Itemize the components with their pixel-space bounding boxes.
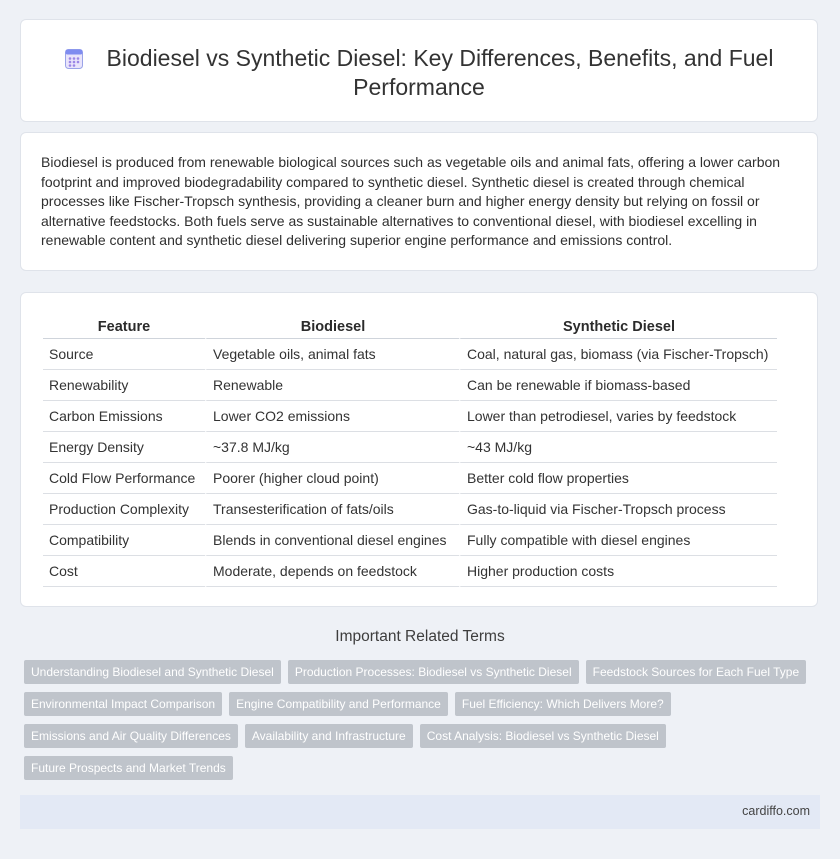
table-row [43,401,777,432]
comparison-table [43,316,777,587]
table-cell: Cold Flow Performance [43,463,205,494]
table-cell: Renewable [205,370,459,401]
table-cell: Poorer (higher cloud point) [205,463,459,494]
table-cell: Energy Density [43,432,205,463]
intro-paragraph: Biodiesel is produced from renewable biological sources such as vegetable oils and animal fats, offering a lower carbon footprint and improved biodegradability compared to synthetic diesel. Synthetic diesel is created through chemical processes like Fischer-Tropsch synthesis, providing a cleaner burn and higher energy density but relying on fossil or alternative feedstocks. Both fuels serve as sustainable alternatives to conventional diesel, with biodiesel excelling in renewable content and synthetic diesel delivering superior engine performance and emissions control. [41,154,781,249]
table-cell: Lower CO2 emissions [205,401,459,432]
related-term-tag[interactable]: Future Prospects and Market Trends [24,756,233,780]
table-cell: Source [43,339,205,370]
related-term-tag[interactable]: Cost Analysis: Biodiesel vs Synthetic Diesel [420,724,666,748]
table-cell: Better cold flow properties [459,463,777,494]
table-header-row [43,316,777,339]
header-synthetic-diesel: Synthetic Diesel [459,316,777,339]
related-term-tag[interactable]: Environmental Impact Comparison [24,692,222,716]
table-row [43,432,777,463]
related-term-tag[interactable]: Fuel Efficiency: Which Delivers More? [455,692,671,716]
tag-row [24,692,814,724]
table-cell: Transesterification of fats/oils [205,494,459,525]
table-row [43,339,777,370]
table-cell: ~43 MJ/kg [459,432,777,463]
table-cell: Renewability [43,370,205,401]
table-cell: Compatibility [43,525,205,556]
related-term-tag[interactable]: Understanding Biodiesel and Synthetic Diesel [24,660,281,684]
table-cell: Coal, natural gas, biomass (via Fischer-Tropsch) [459,339,777,370]
tag-row [24,756,814,788]
related-term-tag[interactable]: Production Processes: Biodiesel vs Synthetic Diesel [288,660,579,684]
related-term-tag[interactable]: Emissions and Air Quality Differences [24,724,238,748]
table-row [43,370,777,401]
related-terms-heading: Important Related Terms [335,628,505,645]
footer-site-link[interactable]: cardiffo.com [742,804,810,818]
page-title-row [21,44,817,102]
comparison-table-card [20,292,818,607]
header-biodiesel: Biodiesel [205,316,459,339]
footer-bar [20,795,820,829]
document-grid-icon [65,49,83,69]
related-term-tag[interactable]: Feedstock Sources for Each Fuel Type [586,660,807,684]
table-row [43,556,777,587]
table-row [43,494,777,525]
table-cell: Lower than petrodiesel, varies by feedstock [459,401,777,432]
table-cell: ~37.8 MJ/kg [205,432,459,463]
tag-row [24,660,814,692]
tag-row [24,724,814,756]
intro-card [20,132,818,271]
table-row [43,463,777,494]
related-term-tag[interactable]: Availability and Infrastructure [245,724,413,748]
table-cell: Higher production costs [459,556,777,587]
table-cell: Production Complexity [43,494,205,525]
table-cell: Fully compatible with diesel engines [459,525,777,556]
table-cell: Moderate, depends on feedstock [205,556,459,587]
header-card [20,19,818,122]
related-term-tag[interactable]: Engine Compatibility and Performance [229,692,448,716]
table-cell: Can be renewable if biomass-based [459,370,777,401]
table-cell: Gas-to-liquid via Fischer-Tropsch process [459,494,777,525]
table-cell: Carbon Emissions [43,401,205,432]
header-feature: Feature [43,316,205,339]
related-terms-tags [24,660,814,788]
table-row [43,525,777,556]
page-title: Biodiesel vs Synthetic Diesel: Key Differences, Benefits, and Fuel Performance [106,45,774,100]
table-cell: Cost [43,556,205,587]
table-cell: Blends in conventional diesel engines [205,525,459,556]
table-cell: Vegetable oils, animal fats [205,339,459,370]
